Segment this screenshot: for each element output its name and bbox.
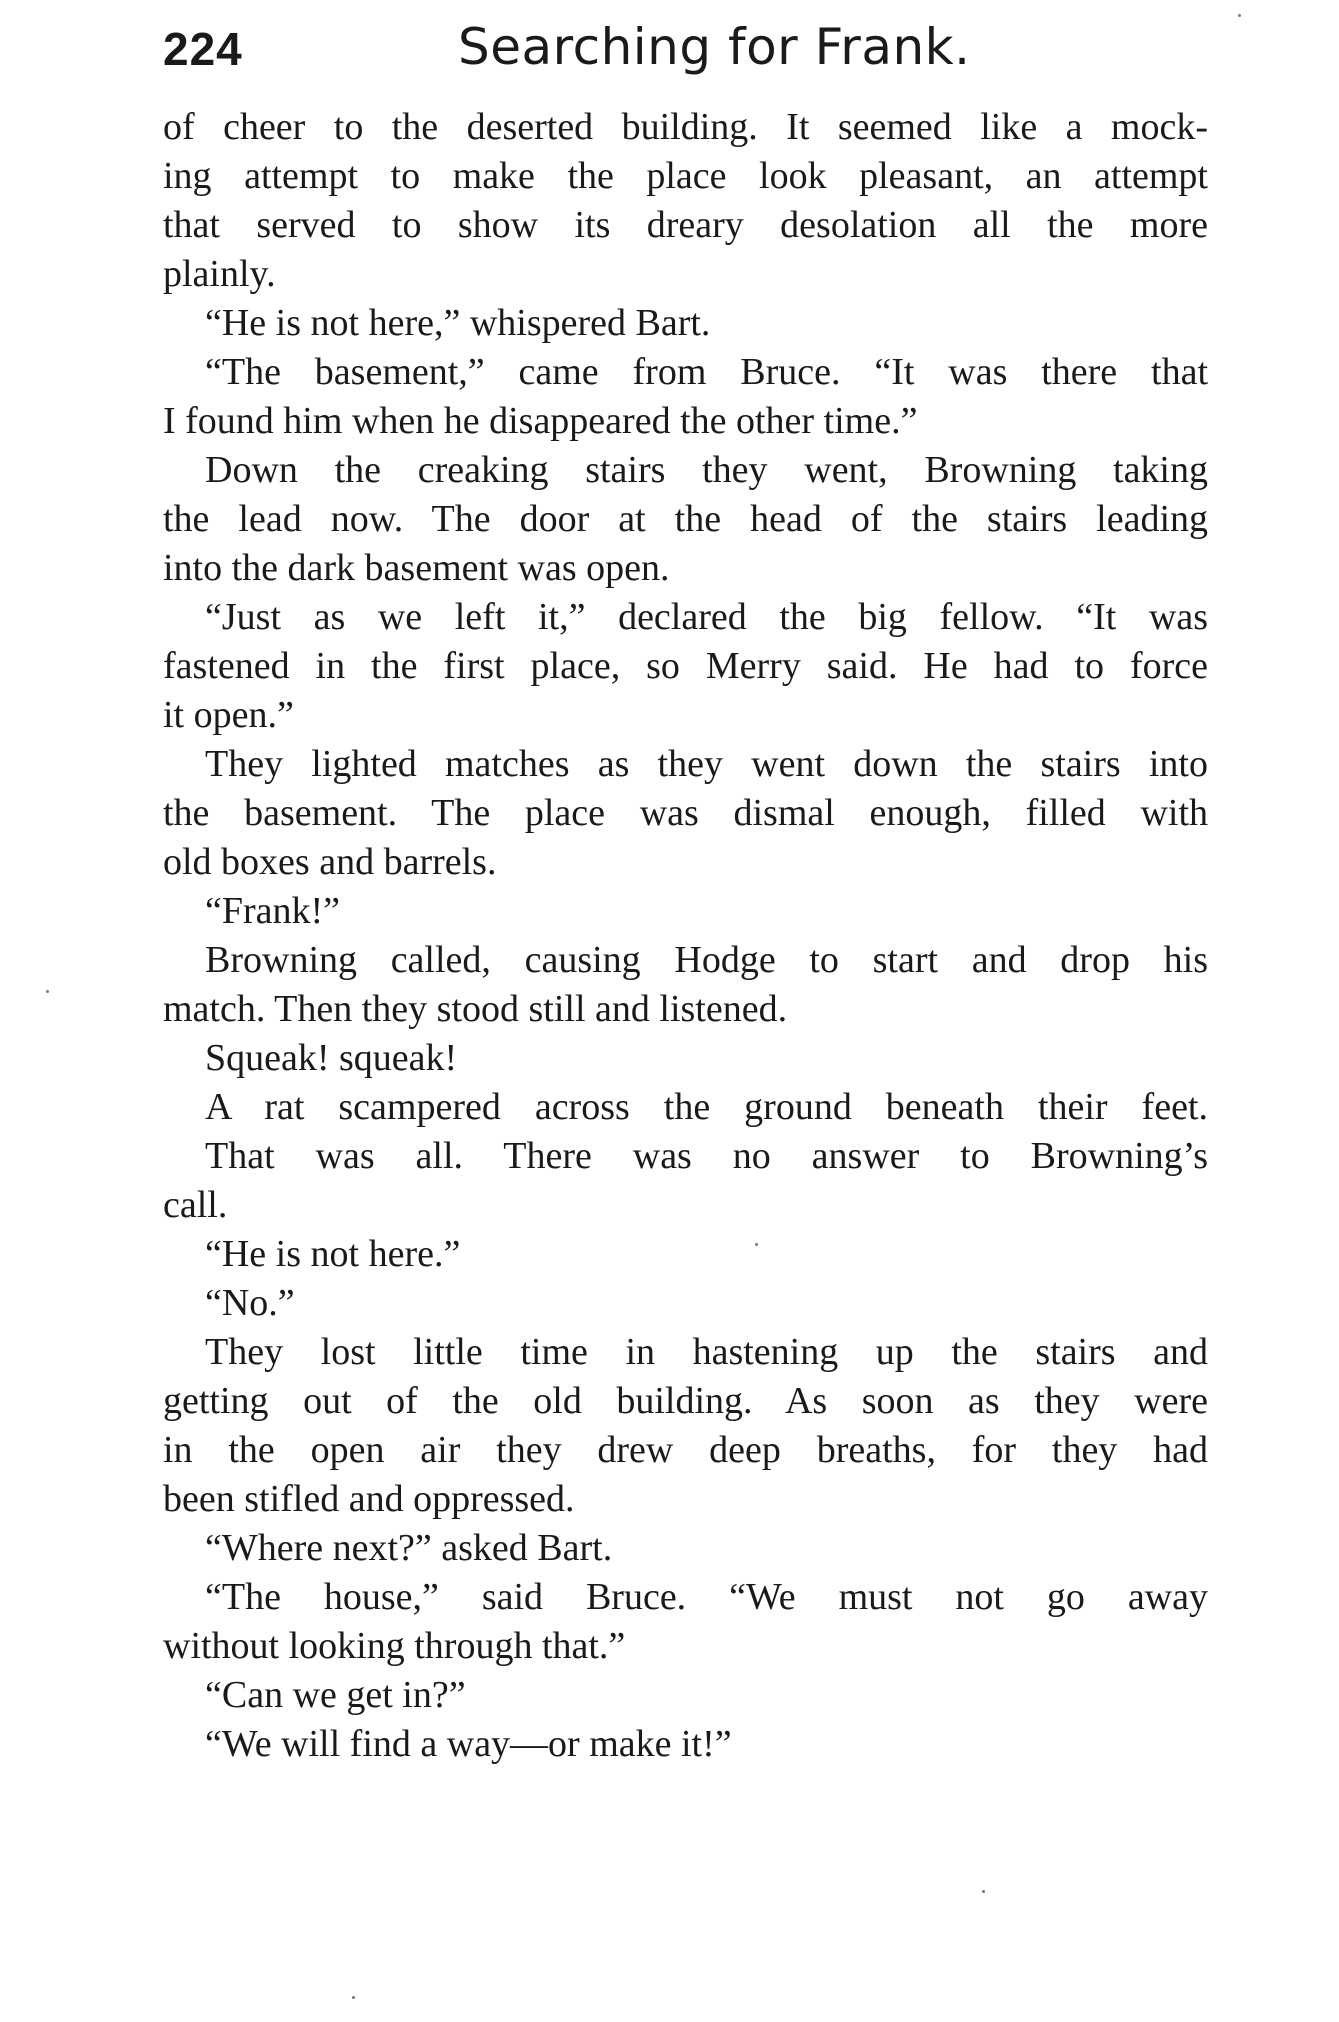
text-line: “Where next?” asked Bart. (205, 1527, 613, 1569)
text-line: been stifled and oppressed. (163, 1478, 575, 1520)
text-line: call. (163, 1184, 228, 1226)
text-line: Browning called, causing Hodge to start and drop his (205, 939, 1208, 981)
page-number: 224 (163, 23, 243, 75)
text-line: fastened in the first place, so Merry said. He had to force (163, 645, 1208, 687)
text-line: old boxes and barrels. (163, 841, 497, 883)
text-line: “We will find a way—or make it!” (205, 1723, 732, 1765)
text-line: “No.” (205, 1282, 295, 1324)
text-line: “He is not here.” (205, 1233, 461, 1275)
text-line: “Can we get in?” (205, 1674, 466, 1716)
text-line: that served to show its dreary desolation all the more (163, 204, 1208, 246)
text-line: it open.” (163, 694, 294, 736)
text-line: “The house,” said Bruce. “We must not go away (205, 1576, 1208, 1618)
text-line: in the open air they drew deep breaths, for they had (163, 1429, 1208, 1471)
text-line: “He is not here,” whispered Bart. (205, 302, 711, 344)
paper-speck (46, 990, 49, 993)
text-line: They lighted matches as they went down the stairs into (205, 743, 1208, 785)
text-line: They lost little time in hastening up the stairs and (205, 1331, 1208, 1373)
text-line: That was all. There was no answer to Browning’s (205, 1135, 1208, 1177)
paper-speck (982, 1890, 985, 1893)
paper-speck (1238, 14, 1241, 17)
page-header (163, 14, 1203, 84)
text-line: A rat scampered across the ground beneath their feet. (205, 1086, 1208, 1128)
text-line: into the dark basement was open. (163, 547, 670, 589)
text-line: Squeak! squeak! (205, 1037, 458, 1079)
text-line: the lead now. The door at the head of the stairs leading (163, 498, 1208, 540)
text-line: of cheer to the deserted building. It seemed like a mock- (163, 106, 1208, 148)
text-line: match. Then they stood still and listened. (163, 988, 788, 1030)
text-line: “Just as we left it,” declared the big fellow. “It was (205, 596, 1208, 638)
text-line: I found him when he disappeared the other time.” (163, 400, 918, 442)
paper-speck (755, 1243, 758, 1246)
text-line: “Frank!” (205, 890, 341, 932)
text-line: getting out of the old building. As soon as they were (163, 1380, 1208, 1422)
text-line: the basement. The place was dismal enough, filled with (163, 792, 1208, 834)
running-head: Searching for Frank. (458, 18, 971, 76)
text-line: ing attempt to make the place look pleasant, an attempt (163, 155, 1208, 197)
text-line: without looking through that.” (163, 1625, 626, 1667)
text-line: plainly. (163, 253, 276, 295)
paper-speck (352, 1996, 355, 1999)
text-line: Down the creaking stairs they went, Browning taking (205, 449, 1208, 491)
text-line: “The basement,” came from Bruce. “It was there that (205, 351, 1208, 393)
body-text (163, 103, 1208, 1769)
